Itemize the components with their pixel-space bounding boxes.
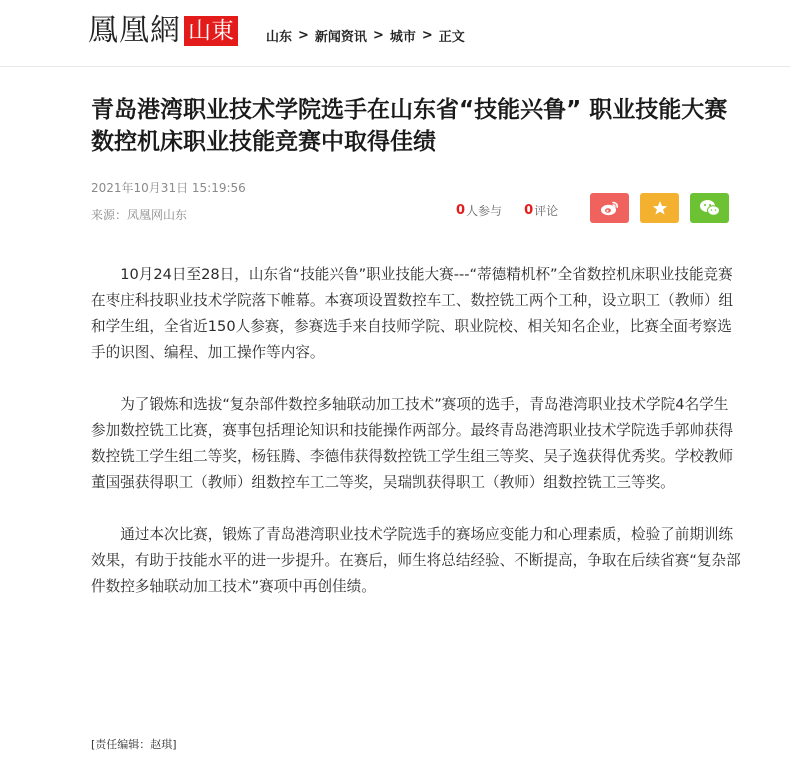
article-title: 青岛港湾职业技术学院选手在山东省“技能兴鲁” 职业技能大赛数控机床职业技能竞赛中取得佳绩 <box>91 97 728 155</box>
logo-region-badge: 山東 <box>184 16 238 46</box>
comments-count: 0 <box>524 203 534 218</box>
share-wechat-button[interactable] <box>690 193 729 223</box>
breadcrumb-current: 正文 <box>438 30 465 45</box>
article-body <box>91 262 741 626</box>
responsible-editor: [责任编辑：赵琪] <box>91 738 177 751</box>
logo-text: 鳳凰網 <box>88 13 181 48</box>
breadcrumb-separator: > <box>372 28 384 43</box>
participants-count: 0 <box>456 203 466 218</box>
weibo-icon <box>600 199 620 217</box>
comments-link[interactable] <box>524 202 558 219</box>
breadcrumb-separator: > <box>298 28 309 43</box>
paragraph: 为了锻炼和选拔“复杂部件数控多轴联动加工技术”赛项的选手，青岛港湾职业技术学院4名学生参加数控铣工比赛，赛事包括理论知识和技能操作两部分。最终青岛港湾职业技术学院选手郭帅获得数控铣工学生组二等奖，杨钰腾、李德伟获得数控铣工学生组三等奖、吴子逸获得优秀奖。学校教师董国强获得职工（教师）组数控车工二等奖，吴瑞凯获得职工（教师）组数控铣工三等奖。 <box>91 396 734 491</box>
article-source: 来源：凤凰网山东 <box>91 208 188 222</box>
paragraph: 10月24日至28日，山东省“技能兴鲁”职业技能大赛---“蒂德精机杯”全省数控机床职业技能竞赛在枣庄科技职业技术学院落下帷幕。本赛项设置数控车工、数控铣工两个工种，设立职工（教师）组和学生组，全省近150人参赛，参赛选手来自技师学院、职业院校、相关知名企业，比赛全面考察选手的识图、编程、加工操作等内容。 <box>91 266 734 361</box>
breadcrumb-news[interactable]: 新闻资讯 <box>314 30 367 45</box>
comments-label: 评论 <box>534 204 559 218</box>
participants-link[interactable] <box>456 202 502 219</box>
breadcrumb-separator: > <box>421 28 433 43</box>
site-logo[interactable] <box>88 14 238 48</box>
paragraph: 通过本次比赛，锻炼了青岛港湾职业技术学院选手的赛场应变能力和心理素质，检验了前期训练效果，有助于技能水平的进一步提升。在赛后，师生将总结经验、不断提高，争取在后续省赛“复杂部件数控多轴联动加工技术”赛项中再创佳绩。 <box>91 526 741 595</box>
breadcrumb <box>266 26 465 45</box>
share-weibo-button[interactable] <box>590 193 629 223</box>
participants-label: 人参与 <box>466 204 503 218</box>
breadcrumb-city[interactable]: 城市 <box>389 30 416 45</box>
breadcrumb-shandong[interactable]: 山东 <box>266 30 293 45</box>
publish-datetime: 2021年10月31日 15:19:56 <box>91 181 246 195</box>
article-meta <box>91 180 246 223</box>
article-stats <box>456 202 580 219</box>
wechat-icon <box>699 199 721 217</box>
site-header <box>0 0 790 67</box>
star-icon <box>652 200 668 216</box>
favorite-button[interactable] <box>640 193 679 223</box>
